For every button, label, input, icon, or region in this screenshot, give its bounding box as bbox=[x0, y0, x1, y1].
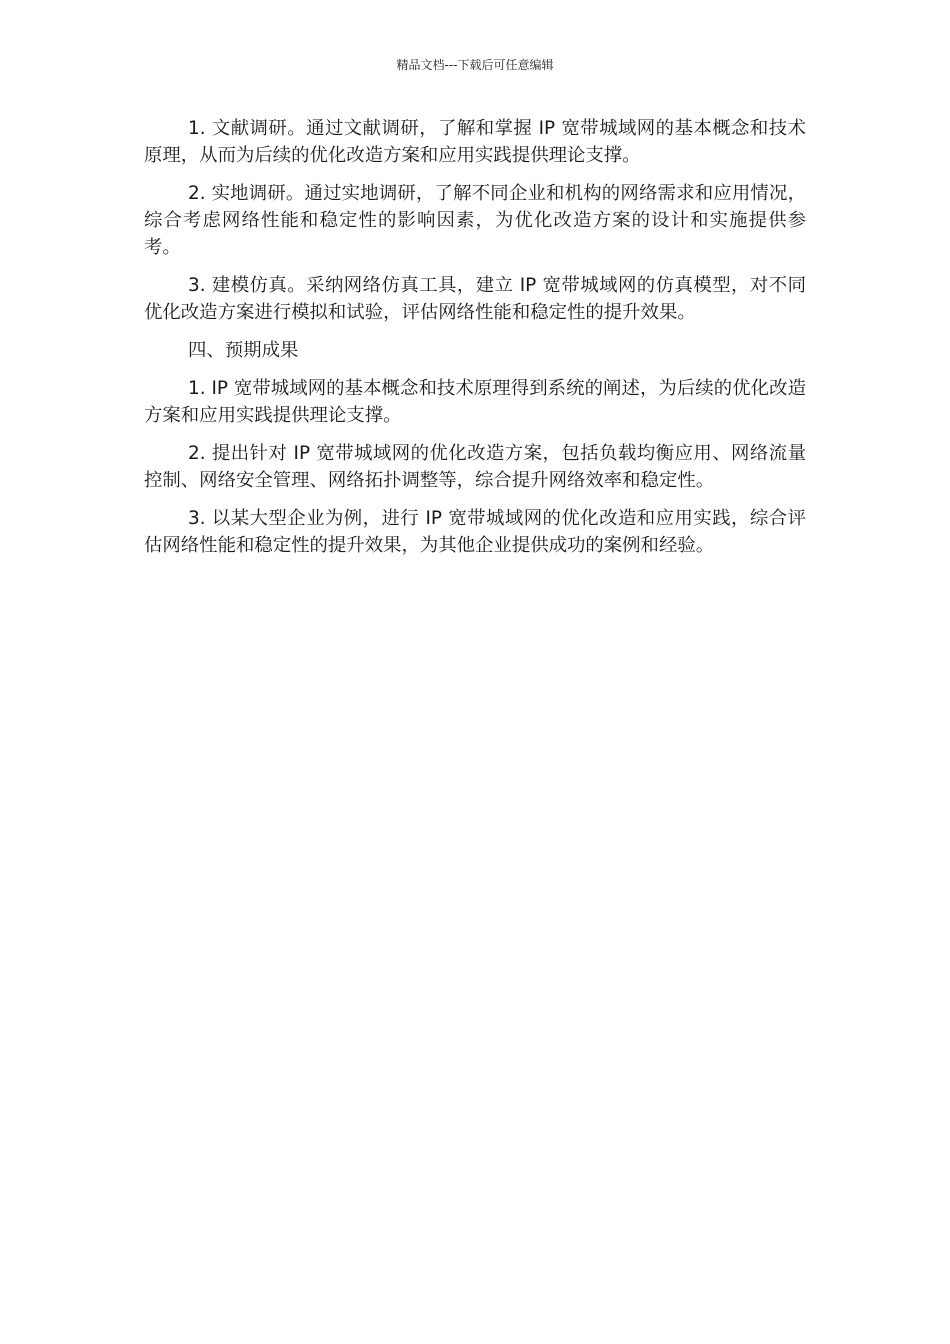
document-body bbox=[144, 115, 806, 570]
result-item-2: 2. 提出针对 IP 宽带城域网的优化改造方案，包括负载均衡应用、网络流量控制、网络安全管理、网络拓扑调整等，综合提升网络效率和稳定性。 bbox=[144, 443, 806, 491]
page-header: 精品文档---下载后可任意编辑 bbox=[396, 58, 554, 72]
method-field-research: 2. 实地调研。通过实地调研，了解不同企业和机构的网络需求和应用情况，综合考虑网络性能和稳定性的影响因素，为优化改造方案的设计和实施提供参考。 bbox=[144, 183, 806, 258]
result-item-1: 1. IP 宽带城域网的基本概念和技术原理得到系统的阐述，为后续的优化改造方案和应用实践提供理论支撑。 bbox=[144, 378, 806, 426]
method-modeling-simulation: 3. 建模仿真。采纳网络仿真工具，建立 IP 宽带城域网的仿真模型，对不同优化改造方案进行模拟和试验，评估网络性能和稳定性的提升效果。 bbox=[144, 275, 806, 323]
result-item-3: 3. 以某大型企业为例，进行 IP 宽带城域网的优化改造和应用实践，综合评估网络性能和稳定性的提升效果，为其他企业提供成功的案例和经验。 bbox=[144, 508, 806, 556]
method-literature-research: 1. 文献调研。通过文献调研，了解和掌握 IP 宽带城域网的基本概念和技术原理，从而为后续的优化改造方案和应用实践提供理论支撑。 bbox=[144, 118, 806, 166]
section-heading-expected-results: 四、预期成果 bbox=[188, 340, 299, 361]
